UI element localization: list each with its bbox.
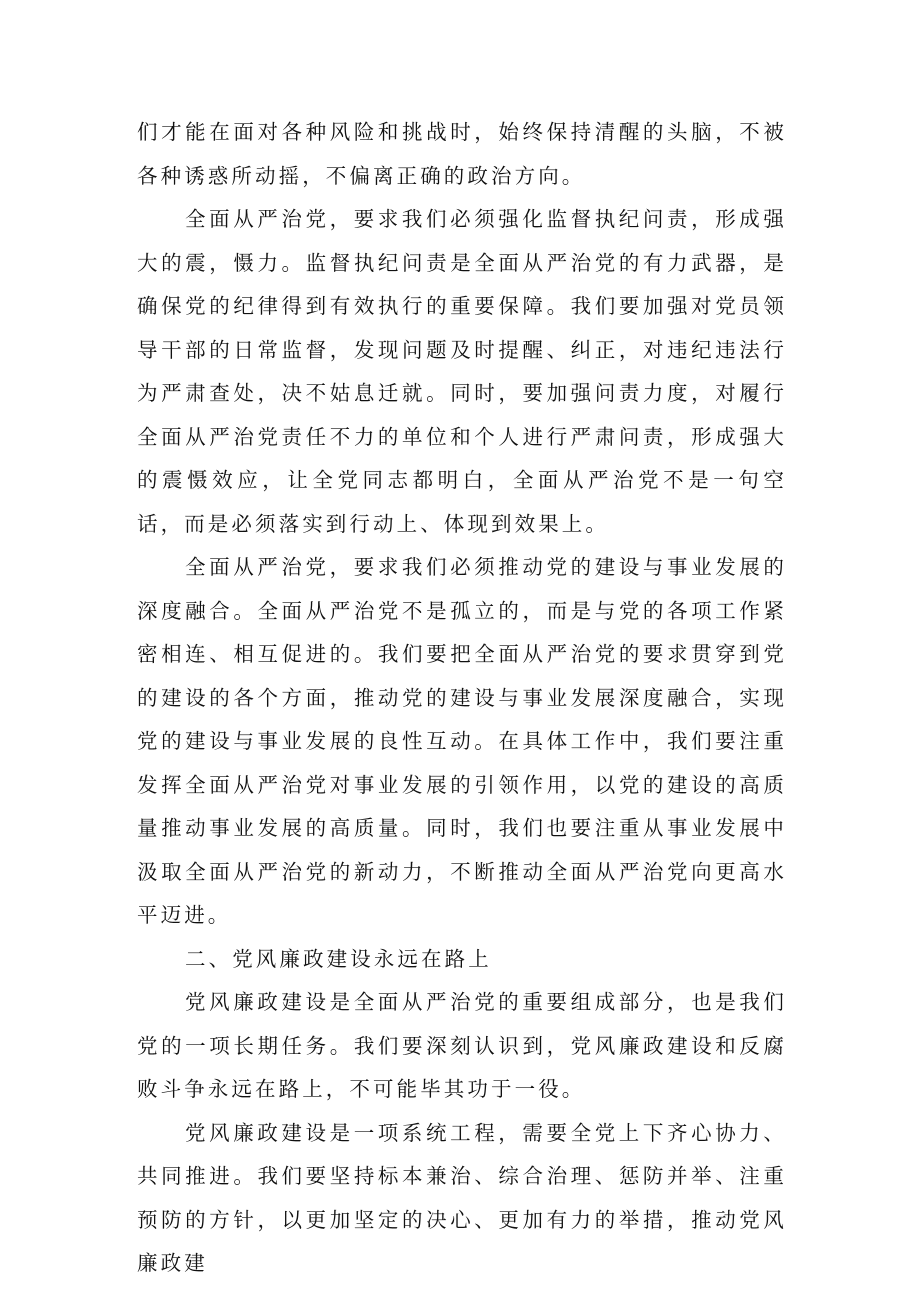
paragraph-integration: 全面从严治党，要求我们必须推动党的建设与事业发展的深度融合。全面从严治党不是孤立的，而是与党的各项工作紧密相连、相互促进的。我们要把全面从严治党的要求贯穿到党的建设的各个方面，推动党的建设与事业发展深度融合，实现党的建设与事业发展的良性互动。在具体工作中，我们要注重发挥全面从严治党对事业发展的引领作用，以党的建设的高质量推动事业发展的高质量。同时，我们也要注重从事业发展中汲取全面从严治党的新动力，不断推动全面从严治党向更高水平迈进。: [137, 555, 787, 927]
paragraph-continuation: 们才能在面对各种风险和挑战时，始终保持清醒的头脑，不被各种诱惑所动摇，不偏离正确的政治方向。: [137, 120, 787, 188]
paragraph-supervision: 全面从严治党，要求我们必须强化监督执纪问责，形成强大的震，慑力。监督执纪问责是全面从严治党的有力武器，是确保党的纪律得到有效执行的重要保障。我们要加强对党员领导干部的日常监督，发现问题及时提醒、纠正，对违纪违法行为严肃查处，决不姑息迁就。同时，要加强问责力度，对履行全面从严治党责任不力的单位和个人进行严肃问责，形成强大的震慑效应，让全党同志都明白，全面从严治党不是一句空话，而是必须落实到行动上、体现到效果上。: [137, 207, 787, 536]
section-heading: 二、党风廉政建设永远在路上: [185, 946, 492, 971]
paragraph-anti-corruption: 党风廉政建设是全面从严治党的重要组成部分，也是我们党的一项长期任务。我们要深刻认识到，党风廉政建设和反腐败斗争永远在路上，不可能毕其功于一役。: [137, 990, 787, 1101]
paragraph-system-project: 党风廉政建设是一项系统工程，需要全党上下齐心协力、共同推进。我们要坚持标本兼治、综合治理、惩防并举、注重预防的方针，以更加坚定的决心、更加有力的举措，推动党风廉政建: [137, 1120, 787, 1275]
document-body: [137, 111, 787, 1286]
